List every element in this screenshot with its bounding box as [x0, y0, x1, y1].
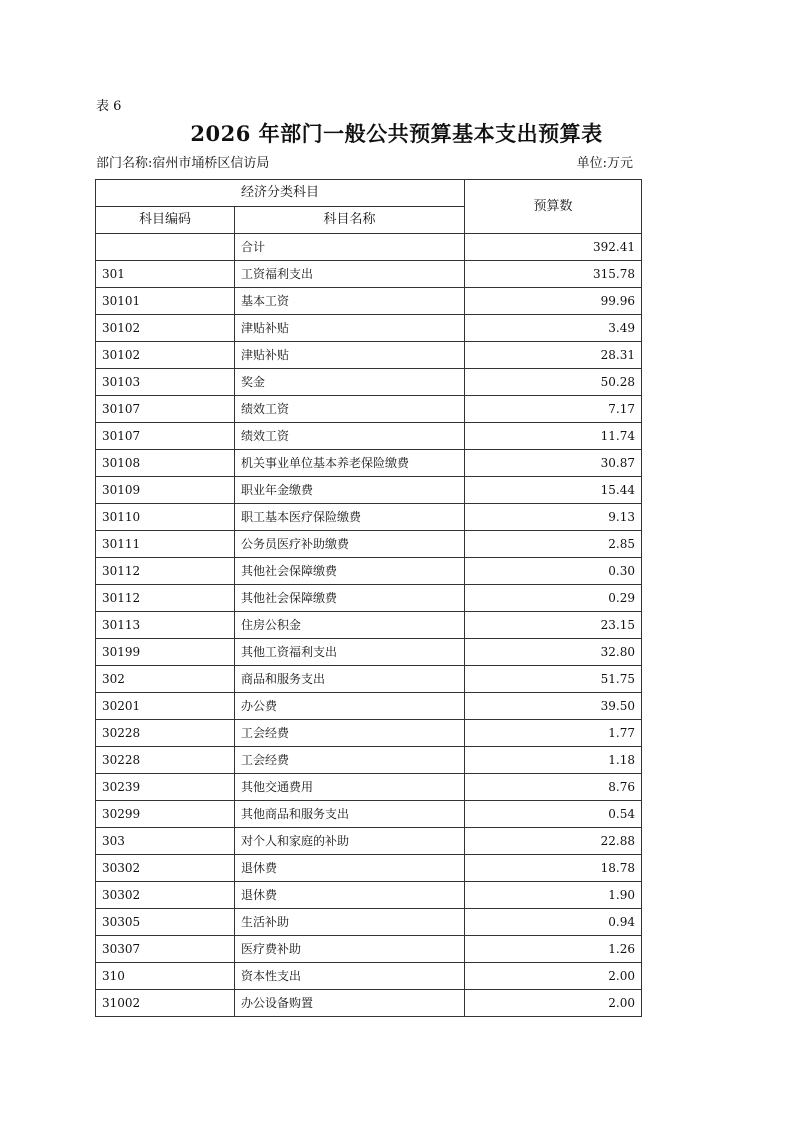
table-row: [96, 558, 642, 585]
subject-code-cell: 30107: [96, 396, 235, 423]
subject-name-cell: 绩效工资: [235, 423, 465, 450]
subject-code-cell: 30101: [96, 288, 235, 315]
subject-name-cell: 工会经费: [235, 747, 465, 774]
subject-code-cell: 30199: [96, 639, 235, 666]
subject-code-cell: 30239: [96, 774, 235, 801]
subject-code-cell: 31002: [96, 990, 235, 1017]
subject-name-cell: 办公费: [235, 693, 465, 720]
table-row: [96, 990, 642, 1017]
page-title: 2026 年部门一般公共预算基本支出预算表: [190, 121, 603, 146]
economic-classification-header: 经济分类科目: [96, 180, 465, 207]
table-row: [96, 693, 642, 720]
table-row: [96, 585, 642, 612]
budget-amount-header: 预算数: [465, 180, 642, 234]
budget-amount-cell: 1.77: [465, 720, 642, 747]
subject-name-cell: 职业年金缴费: [235, 477, 465, 504]
budget-amount-cell: 18.78: [465, 855, 642, 882]
table-row: [96, 261, 642, 288]
subject-code-cell: 30302: [96, 855, 235, 882]
table-row: [96, 666, 642, 693]
subject-name-cell: 其他工资福利支出: [235, 639, 465, 666]
table-row: [96, 747, 642, 774]
subject-name-cell: 办公设备购置: [235, 990, 465, 1017]
subject-name-cell: 津贴补贴: [235, 315, 465, 342]
subject-code-cell: 303: [96, 828, 235, 855]
subject-code-cell: 30228: [96, 747, 235, 774]
table-row: [96, 882, 642, 909]
budget-amount-cell: 1.90: [465, 882, 642, 909]
subject-code-cell: 30110: [96, 504, 235, 531]
subject-code-cell: 30305: [96, 909, 235, 936]
subject-code-header: 科目编码: [96, 207, 235, 234]
table-row: [96, 288, 642, 315]
table-row: [96, 774, 642, 801]
subject-code-cell: 301: [96, 261, 235, 288]
subject-code-cell: [96, 234, 235, 261]
table-row: [96, 396, 642, 423]
table-row: [96, 639, 642, 666]
subject-name-cell: 绩效工资: [235, 396, 465, 423]
subject-code-cell: 30109: [96, 477, 235, 504]
subject-name-cell: 津贴补贴: [235, 342, 465, 369]
subject-name-header: 科目名称: [235, 207, 465, 234]
budget-amount-cell: 9.13: [465, 504, 642, 531]
subject-name-cell: 公务员医疗补助缴费: [235, 531, 465, 558]
subject-name-cell: 基本工资: [235, 288, 465, 315]
table-row: [96, 801, 642, 828]
subject-name-cell: 工资福利支出: [235, 261, 465, 288]
subject-code-cell: 30307: [96, 936, 235, 963]
subject-name-cell: 工会经费: [235, 720, 465, 747]
table-row: [96, 828, 642, 855]
department-name: 部门名称:宿州市埇桥区信访局: [96, 156, 270, 171]
subject-code-cell: 30108: [96, 450, 235, 477]
budget-amount-cell: 0.94: [465, 909, 642, 936]
budget-table: [95, 179, 642, 1017]
subject-name-cell: 机关事业单位基本养老保险缴费: [235, 450, 465, 477]
subject-code-cell: 30107: [96, 423, 235, 450]
subject-name-cell: 其他社会保障缴费: [235, 585, 465, 612]
subject-name-cell: 职工基本医疗保险缴费: [235, 504, 465, 531]
budget-amount-cell: 28.31: [465, 342, 642, 369]
budget-amount-cell: 0.54: [465, 801, 642, 828]
subject-name-cell: 对个人和家庭的补助: [235, 828, 465, 855]
subject-name-cell: 商品和服务支出: [235, 666, 465, 693]
budget-amount-cell: 2.85: [465, 531, 642, 558]
subject-code-cell: 30201: [96, 693, 235, 720]
subject-code-cell: 30302: [96, 882, 235, 909]
subject-code-cell: 310: [96, 963, 235, 990]
budget-amount-cell: 50.28: [465, 369, 642, 396]
subject-code-cell: 30102: [96, 342, 235, 369]
table-row: [96, 504, 642, 531]
budget-amount-cell: 1.18: [465, 747, 642, 774]
budget-amount-cell: 23.15: [465, 612, 642, 639]
table-row: [96, 477, 642, 504]
budget-amount-cell: 39.50: [465, 693, 642, 720]
subject-code-cell: 30111: [96, 531, 235, 558]
budget-amount-cell: 0.29: [465, 585, 642, 612]
subject-name-cell: 退休费: [235, 882, 465, 909]
table-row: [96, 963, 642, 990]
table-row: [96, 450, 642, 477]
budget-amount-cell: 11.74: [465, 423, 642, 450]
subject-name-cell: 其他交通费用: [235, 774, 465, 801]
budget-amount-cell: 0.30: [465, 558, 642, 585]
budget-amount-cell: 15.44: [465, 477, 642, 504]
table-row: [96, 423, 642, 450]
subject-name-cell: 奖金: [235, 369, 465, 396]
subject-name-cell: 退休费: [235, 855, 465, 882]
table-row: [96, 369, 642, 396]
budget-amount-cell: 99.96: [465, 288, 642, 315]
table-row: [96, 342, 642, 369]
table-row: [96, 234, 642, 261]
table-row: [96, 909, 642, 936]
table-row: [96, 720, 642, 747]
budget-amount-cell: 8.76: [465, 774, 642, 801]
subject-name-cell: 其他商品和服务支出: [235, 801, 465, 828]
subject-code-cell: 30228: [96, 720, 235, 747]
subject-name-cell: 住房公积金: [235, 612, 465, 639]
subject-code-cell: 302: [96, 666, 235, 693]
subject-name-cell: 合计: [235, 234, 465, 261]
table-row: [96, 315, 642, 342]
table-body: [96, 234, 642, 1017]
table-number-label: 表 6: [96, 99, 122, 114]
budget-amount-cell: 1.26: [465, 936, 642, 963]
unit-label: 单位:万元: [576, 156, 633, 171]
subject-name-cell: 医疗费补助: [235, 936, 465, 963]
subject-code-cell: 30112: [96, 558, 235, 585]
budget-amount-cell: 51.75: [465, 666, 642, 693]
subject-code-cell: 30102: [96, 315, 235, 342]
table-row: [96, 936, 642, 963]
subject-name-cell: 其他社会保障缴费: [235, 558, 465, 585]
table-row: [96, 612, 642, 639]
budget-amount-cell: 2.00: [465, 990, 642, 1017]
budget-amount-cell: 22.88: [465, 828, 642, 855]
budget-amount-cell: 30.87: [465, 450, 642, 477]
budget-amount-cell: 32.80: [465, 639, 642, 666]
subject-code-cell: 30299: [96, 801, 235, 828]
budget-amount-cell: 2.00: [465, 963, 642, 990]
subject-code-cell: 30103: [96, 369, 235, 396]
budget-amount-cell: 7.17: [465, 396, 642, 423]
subject-name-cell: 生活补助: [235, 909, 465, 936]
budget-amount-cell: 392.41: [465, 234, 642, 261]
budget-amount-cell: 315.78: [465, 261, 642, 288]
table-row: [96, 531, 642, 558]
table-row: [96, 855, 642, 882]
subject-code-cell: 30113: [96, 612, 235, 639]
subject-code-cell: 30112: [96, 585, 235, 612]
subject-name-cell: 资本性支出: [235, 963, 465, 990]
budget-amount-cell: 3.49: [465, 315, 642, 342]
